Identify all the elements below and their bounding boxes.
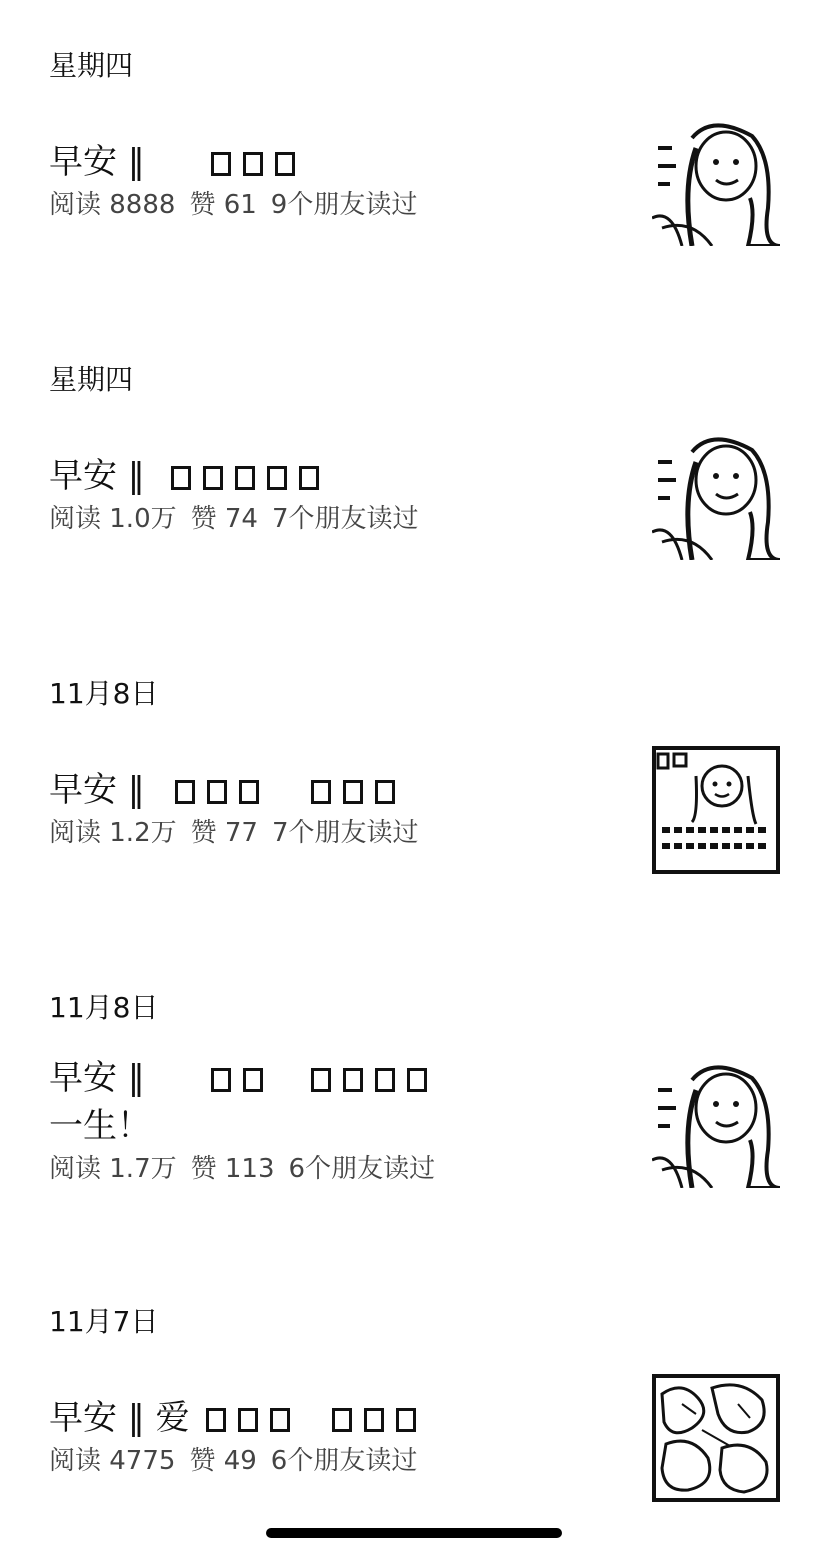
- redacted-block: [211, 152, 231, 176]
- redacted-block: [332, 1408, 352, 1432]
- article-title-line2: 一生！: [49, 1106, 151, 1146]
- article-item[interactable]: [0, 138, 828, 258]
- article-stats: [49, 1152, 609, 1186]
- article-item[interactable]: [0, 766, 828, 886]
- friends-read: 6个朋友读过: [270, 1446, 418, 1476]
- woman-portrait-thumbnail[interactable]: [652, 118, 780, 246]
- framed-portrait-thumbnail[interactable]: [652, 746, 780, 874]
- redacted-block: [343, 1068, 363, 1092]
- redacted-block: [299, 466, 319, 490]
- like-count: 赞 77: [190, 818, 258, 848]
- article-title: 早安 ‖ 爱: [49, 1394, 609, 1442]
- like-count: 赞 61: [189, 190, 257, 220]
- redacted-block: [375, 1068, 395, 1092]
- redacted-block: [407, 1068, 427, 1092]
- redacted-block: [211, 1068, 231, 1092]
- read-count: 阅读 1.7万: [49, 1154, 177, 1184]
- read-count: 阅读 1.2万: [49, 818, 177, 848]
- redacted-block: [239, 780, 259, 804]
- read-count: 阅读 8888: [49, 190, 176, 220]
- redacted-block: [343, 780, 363, 804]
- like-count: 赞 49: [189, 1446, 257, 1476]
- article-stats: [49, 1444, 609, 1478]
- redacted-block: [243, 152, 263, 176]
- read-count: 阅读 4775: [49, 1446, 176, 1476]
- read-count: 阅读 1.0万: [49, 504, 177, 534]
- redacted-block: [267, 466, 287, 490]
- redacted-block: [311, 1068, 331, 1092]
- like-count: 赞 113: [190, 1154, 275, 1184]
- redacted-block: [203, 466, 223, 490]
- article-stats: [49, 816, 609, 850]
- article-item[interactable]: [0, 452, 828, 572]
- redacted-block: [171, 466, 191, 490]
- redacted-block: [206, 1408, 226, 1432]
- article-item[interactable]: [0, 1054, 828, 1204]
- redacted-block: [364, 1408, 384, 1432]
- friends-read: 6个朋友读过: [288, 1154, 436, 1184]
- article-title: 早安 ‖: [49, 452, 609, 500]
- redacted-block: [396, 1408, 416, 1432]
- woman-portrait-thumbnail[interactable]: [652, 432, 780, 560]
- abstract-texture-thumbnail[interactable]: [652, 1374, 780, 1502]
- woman-portrait-thumbnail[interactable]: [652, 1060, 780, 1188]
- article-item[interactable]: [0, 1394, 828, 1514]
- redacted-block: [175, 780, 195, 804]
- article-title: 早安 ‖: [49, 766, 609, 814]
- redacted-block: [270, 1408, 290, 1432]
- redacted-block: [243, 1068, 263, 1092]
- date-header: 11月8日: [49, 991, 159, 1024]
- article-title: 早安 ‖: [49, 138, 609, 186]
- date-header: 星期四: [49, 49, 134, 82]
- home-indicator[interactable]: [266, 1528, 562, 1538]
- like-count: 赞 74: [190, 504, 258, 534]
- redacted-block: [235, 466, 255, 490]
- friends-read: 7个朋友读过: [271, 818, 419, 848]
- article-stats: [49, 188, 609, 222]
- date-header: 11月8日: [49, 677, 159, 710]
- friends-read: 9个朋友读过: [270, 190, 418, 220]
- date-header: 星期四: [49, 363, 134, 396]
- article-stats: [49, 502, 609, 536]
- redacted-block: [238, 1408, 258, 1432]
- article-title: 早安 ‖: [49, 1054, 609, 1102]
- redacted-block: [207, 780, 227, 804]
- redacted-block: [275, 152, 295, 176]
- friends-read: 7个朋友读过: [271, 504, 419, 534]
- redacted-block: [311, 780, 331, 804]
- date-header: 11月7日: [49, 1305, 159, 1338]
- redacted-block: [375, 780, 395, 804]
